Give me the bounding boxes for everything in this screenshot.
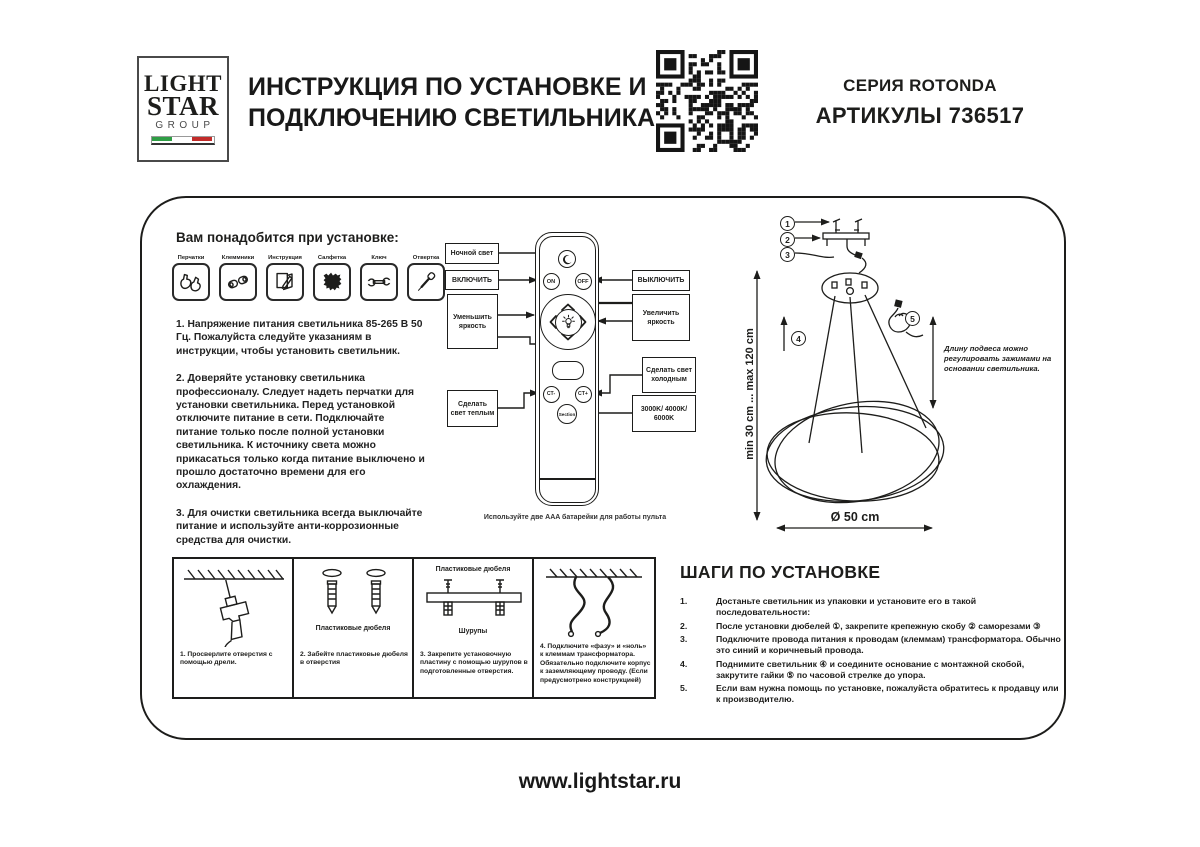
wire-clamps-icon — [219, 263, 257, 301]
callout-2: 2 — [780, 232, 795, 247]
panel-dowels — [294, 559, 414, 697]
night-light-button — [558, 250, 576, 268]
remote-diagram — [440, 225, 740, 531]
website-url: www.lightstar.ru — [518, 770, 682, 793]
label-power-on: ВКЛЮЧИТЬ — [445, 270, 499, 290]
ct-minus-button: CT- — [543, 386, 560, 403]
installation-steps — [680, 562, 1064, 708]
wrench-icon — [360, 263, 398, 301]
panel-caption: 1. Просверлите отверстия с помощью дрели. — [180, 651, 273, 667]
step-text: Поднимите светильник ④ и соедините основание с монтажной скобой, закрутите гайки ⑤ по часовой стрелке до упора. — [716, 658, 1025, 680]
tool-label: Отвертка — [412, 255, 440, 261]
adjust-note: Длину подвеса можно регулировать зажимами на основании светильника. — [944, 344, 1052, 373]
step-number: 4. — [680, 658, 688, 669]
label-dim-down: Уменьшить яркость — [447, 294, 498, 349]
label-power-off: ВЫКЛЮЧИТЬ — [632, 270, 690, 291]
panel-label: Пластиковые дюбеля — [435, 566, 511, 573]
needs-title: Вам понадобится при установке: — [176, 230, 399, 245]
callout-4: 4 — [791, 331, 806, 346]
remote-control — [535, 232, 599, 506]
moon-icon — [562, 254, 573, 265]
panel-label: Пластиковые дюбеля — [315, 625, 391, 632]
page-title-line2: ПОДКЛЮЧЕНИЮ СВЕТИЛЬНИКА — [248, 104, 656, 132]
logo-word: GROUP — [155, 120, 215, 131]
lamp-diagram — [735, 205, 1067, 537]
callout-3: 3 — [780, 247, 795, 262]
section-button: Section — [557, 404, 577, 424]
step-number: 1. — [680, 596, 688, 606]
step-text: Если вам нужна помощь по установке, пожалуйста обратитесь к продавцу или к производителю. — [716, 683, 1059, 704]
off-button: OFF — [575, 273, 592, 290]
bulb-icon — [560, 314, 577, 331]
callout-5: 5 — [905, 311, 920, 326]
on-button: ON — [543, 273, 560, 290]
steps-list — [680, 596, 1064, 705]
tool-wrench — [360, 255, 398, 301]
wires-icon — [538, 563, 650, 641]
ct-plus-button: CT+ — [575, 386, 592, 403]
safety-paragraph-3: 3. Для очистки светильника всегда выключайте питание и используйте анти-коррозионные средства для очистки. — [176, 507, 423, 546]
bulb-button — [555, 309, 582, 336]
diameter-dimension: Ø 50 cm — [830, 510, 880, 524]
napkin-icon — [313, 263, 351, 301]
mounting-plate-icon — [418, 576, 530, 624]
remote-divider — [539, 478, 595, 480]
step-number: 2. — [680, 620, 688, 631]
tool-gloves — [172, 255, 210, 301]
panel-wiring — [534, 559, 654, 697]
step-number: 3. — [680, 634, 688, 644]
tool-clamps — [219, 255, 257, 301]
panel-caption: 4. Подключите «фазу» и «ноль» к клеммам трансформатора. Обязательно подключите корпус к заземляющему проводу. (Если предусмотрено конструкцией) — [540, 643, 651, 684]
step-text: Достаньте светильник из упаковки и установите его в такой последовательности: — [716, 596, 977, 617]
tool-label: Салфетка — [317, 255, 347, 261]
installation-panels — [172, 557, 656, 699]
tools-row — [172, 255, 445, 301]
height-range-dimension: min 30 cm ... max 120 cm — [744, 328, 756, 460]
lightstar-logo — [137, 56, 229, 162]
step-number: 5. — [680, 683, 688, 693]
step-text: После установки дюбелей ①, закрепите крепежную скобу ② саморезами ③ — [716, 620, 1041, 631]
step-text: Подключите провода питания к проводам (клеммам) трансформатора. Обычно это синий и коричневый провода. — [716, 634, 1061, 655]
step-item — [680, 634, 1064, 656]
qr-code — [656, 50, 758, 152]
panel-caption: 3. Закрепите установочную пластину с помощью шурупов в подготовленные отверстия. — [420, 651, 528, 675]
callout-1: 1 — [780, 216, 795, 231]
pill-button — [552, 361, 584, 380]
tool-label: Перчатки — [177, 255, 205, 261]
panel-label: Шурупы — [458, 628, 488, 635]
tool-label: Клеммники — [221, 255, 255, 261]
panel-caption: 2. Забейте пластиковые дюбеля в отверстия — [300, 651, 408, 667]
tool-label: Ключ — [371, 255, 387, 261]
page-title-line1: ИНСТРУКЦИЯ ПО УСТАНОВКЕ И — [248, 73, 647, 101]
logo-word: STAR — [146, 91, 220, 121]
tool-napkin — [313, 255, 351, 301]
battery-note: Используйте две AAA батарейки для работы пульта — [483, 514, 667, 521]
step-item — [680, 683, 1064, 705]
drill-icon — [178, 563, 290, 647]
instruction-icon — [266, 263, 304, 301]
logo-word: LIGHT — [144, 71, 222, 96]
tool-label: Инструкция — [268, 255, 302, 261]
label-cold-light: Сделать свет холодным — [642, 357, 696, 393]
panel-drill — [174, 559, 294, 697]
series-block — [790, 76, 1050, 129]
label-kelvin-values: 3000K/ 4000K/ 6000K — [632, 395, 696, 432]
label-warm-light: Сделать свет теплым — [447, 390, 498, 427]
panel-plate — [414, 559, 534, 697]
safety-notes — [176, 318, 428, 561]
label-night-light: Ночной свет — [445, 243, 499, 264]
dowels-icon — [298, 565, 410, 625]
safety-paragraph-2: 2. Доверяйте установку светильника профессионалу. Следует надеть перчатки для установки светильника. Перед установкой отключите питание в сети. Подключайте питание только после полной установки светильника. К источнику света можно прикасаться только когда питание выключено и прошло достаточно времени для его охлаждения. — [176, 373, 425, 492]
gloves-icon — [172, 263, 210, 301]
label-dim-up: Увеличить яркость — [632, 294, 690, 341]
article-number: АРТИКУЛЫ 736517 — [815, 103, 1025, 128]
italian-flag-icon — [151, 136, 215, 145]
tool-instruction — [266, 255, 304, 301]
series-name: СЕРИЯ ROTONDA — [843, 76, 997, 95]
step-item — [680, 659, 1064, 681]
page-title — [248, 72, 668, 134]
safety-paragraph-1: 1. Напряжение питания светильника 85-265 В 50 Гц. Пожалуйста следуйте указаниям в инструкции, чтобы установить светильник. — [176, 319, 423, 357]
step-item — [680, 596, 1064, 618]
steps-title: ШАГИ ПО УСТАНОВКЕ — [680, 562, 881, 582]
step-item — [680, 621, 1064, 632]
